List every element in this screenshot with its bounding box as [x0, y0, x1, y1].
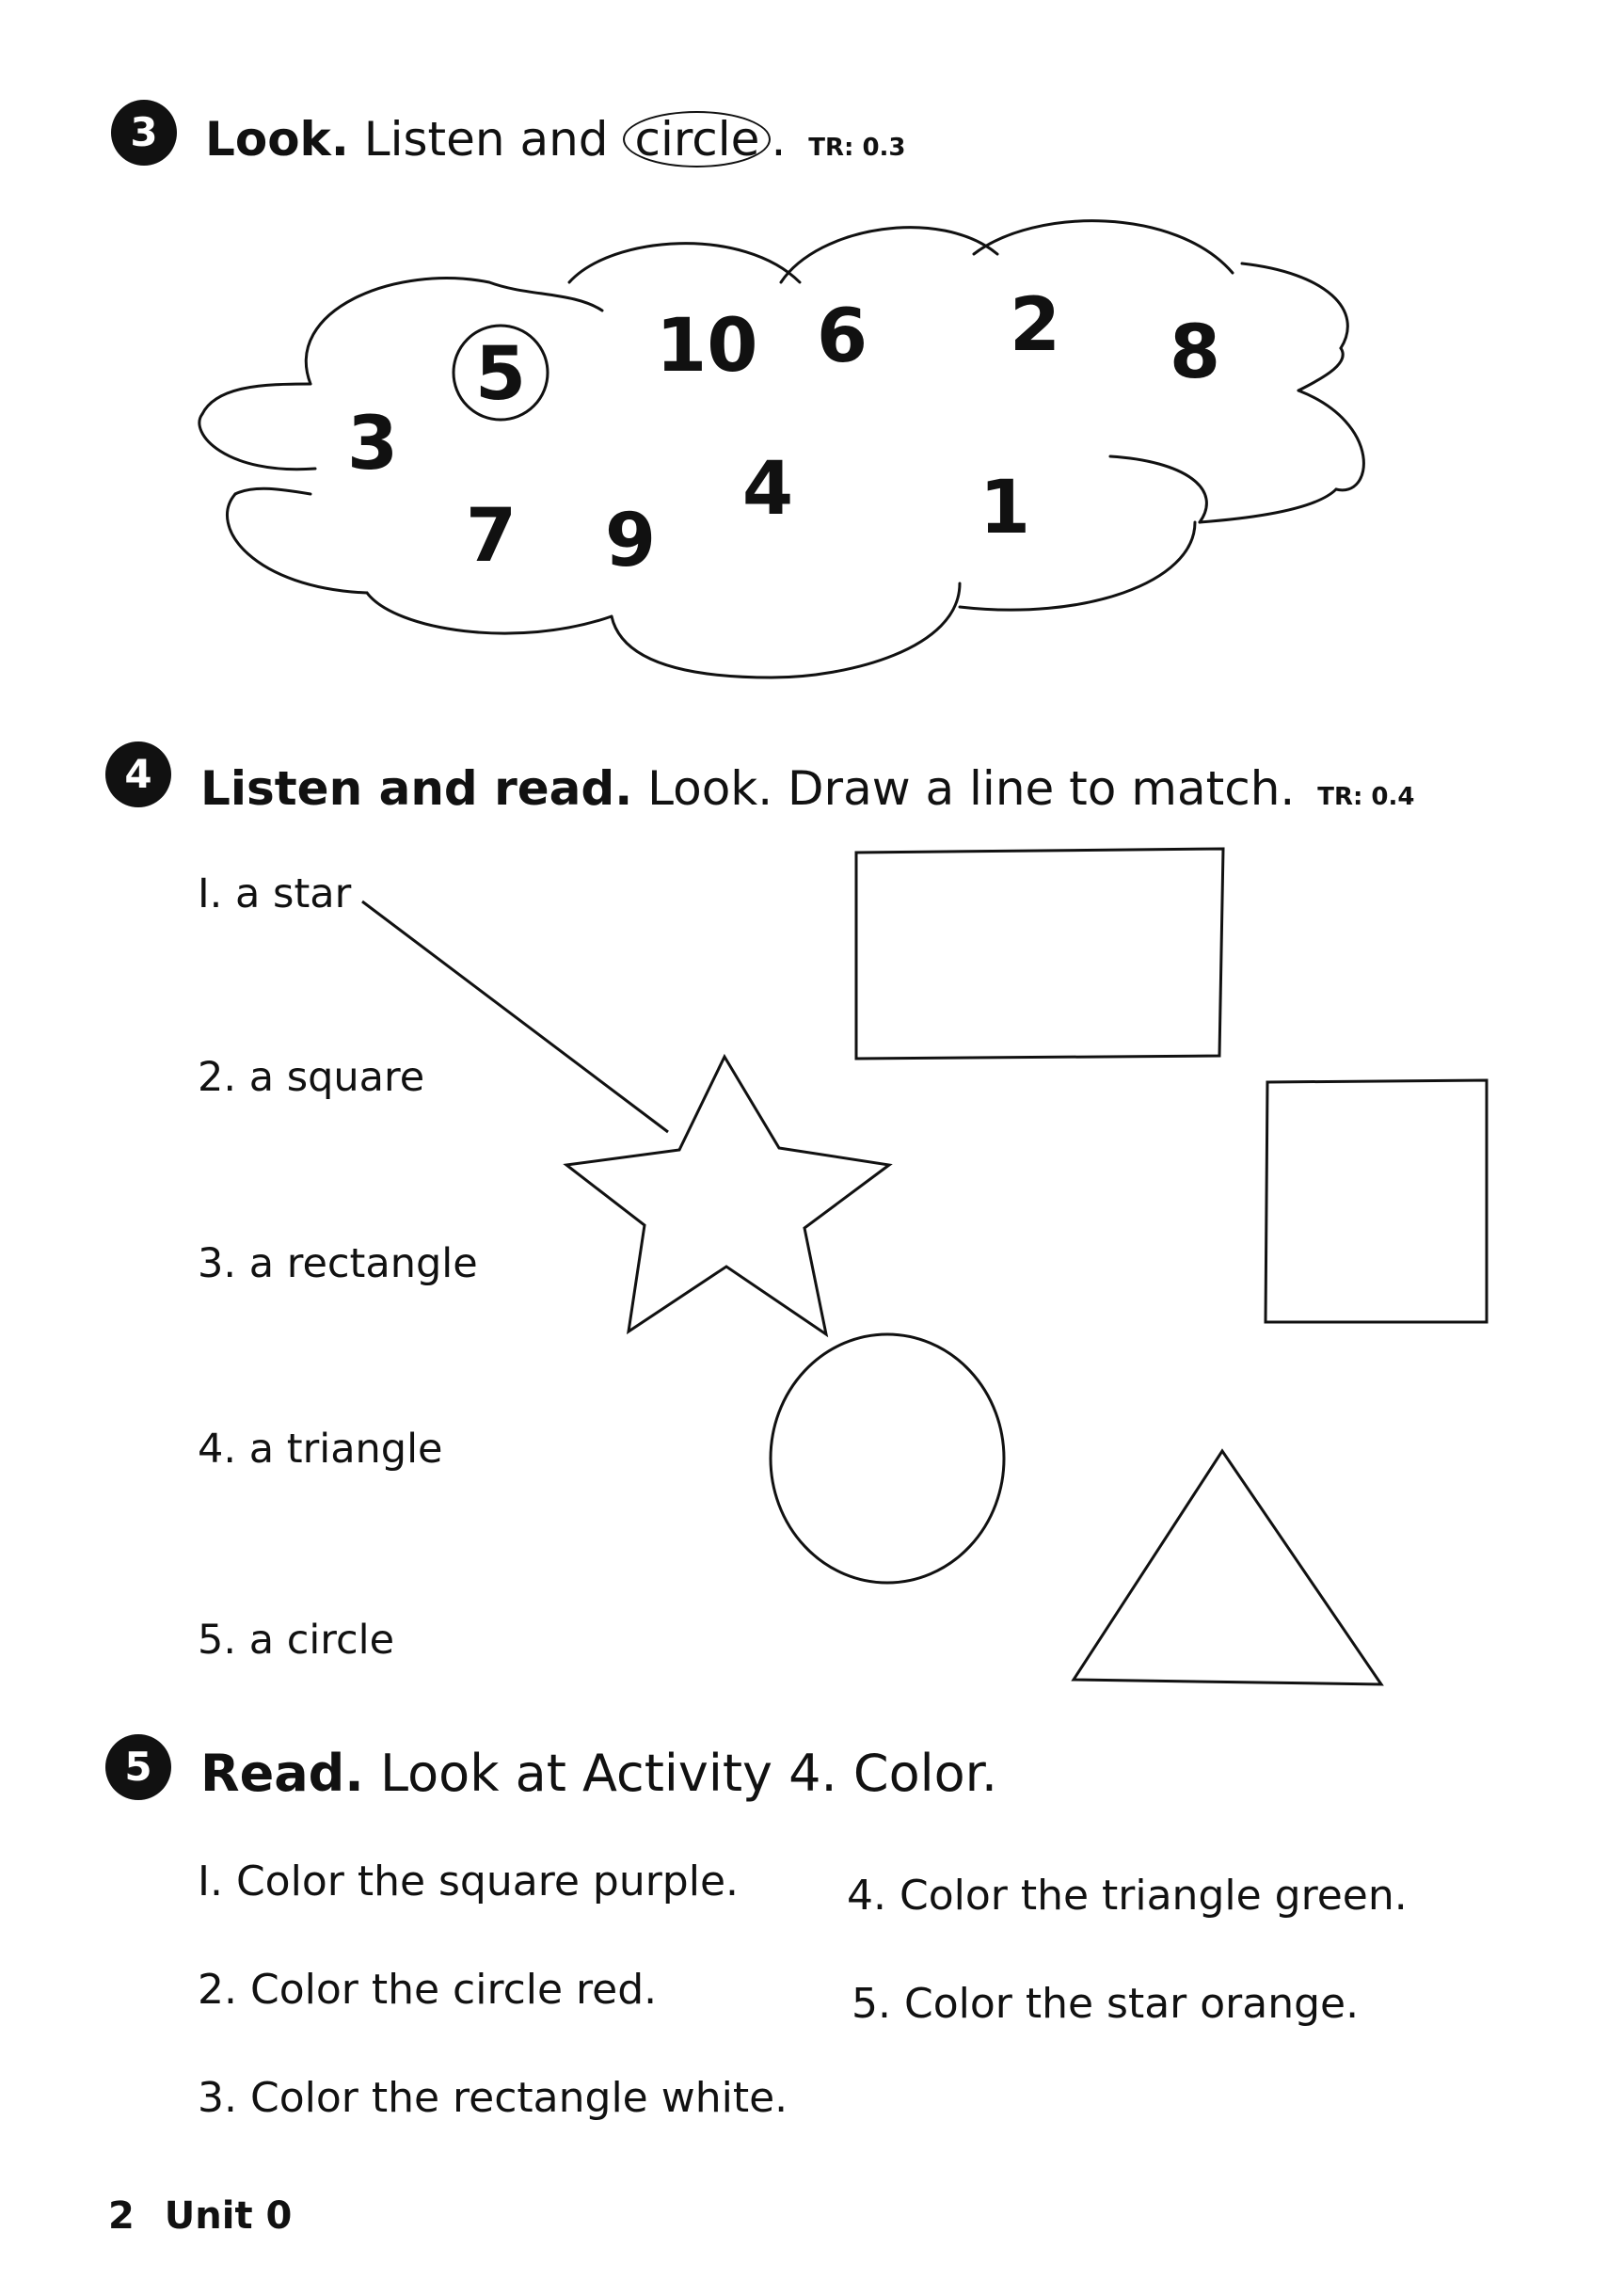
- match-item-rectangle[interactable]: 3. a rectangle: [198, 1240, 478, 1287]
- cloud-number[interactable]: 2: [1009, 283, 1061, 368]
- match-item-square[interactable]: 2. a square: [198, 1054, 425, 1101]
- page-footer: [108, 2194, 292, 2238]
- activity-4-heading-text: Look. Draw a line to match.: [647, 761, 1296, 816]
- triangle-shape: [1074, 1451, 1381, 1684]
- activity-4-track: TR: 0.4: [1317, 783, 1415, 811]
- activity-4-heading-bold: Listen and read.: [200, 761, 633, 816]
- color-instruction: 5. Color the star orange.: [852, 1980, 1360, 2028]
- activity-3-heading-end: .: [771, 112, 787, 167]
- match-item-circle[interactable]: 5. a circle: [198, 1617, 395, 1664]
- rectangle-shape: [856, 849, 1223, 1059]
- circle-shape: [771, 1334, 1004, 1583]
- activity-3-heading-bold: Look.: [205, 112, 349, 167]
- activity-5-heading-text: Look at Activity 4. Color.: [379, 1744, 998, 1803]
- activity-5-heading-bold: Read.: [200, 1744, 364, 1803]
- activity-3-heading-text: Listen and: [363, 112, 609, 167]
- square-shape: [1266, 1080, 1487, 1322]
- cloud-number[interactable]: 9: [604, 499, 657, 583]
- color-instruction: 2. Color the circle red.: [198, 1966, 658, 2014]
- activity-4-badge: 4: [105, 741, 171, 807]
- match-item-triangle[interactable]: 4. a triangle: [198, 1426, 443, 1473]
- color-instruction: 4. Color the triangle green.: [847, 1872, 1408, 1920]
- cloud-number[interactable]: 1: [979, 466, 1031, 550]
- activity-5-heading: [200, 1746, 997, 1802]
- cloud-number[interactable]: 7: [465, 494, 517, 579]
- cloud-number[interactable]: 3: [346, 402, 399, 486]
- activity-3-badge: 3: [111, 100, 177, 166]
- star-shape: [566, 1057, 889, 1334]
- activity-4-heading: [200, 760, 1414, 825]
- cloud-number[interactable]: 6: [816, 295, 868, 379]
- cloud-number[interactable]: 5: [474, 332, 527, 417]
- unit-label: Unit 0: [164, 2194, 293, 2238]
- activity-3-track: TR: 0.3: [808, 134, 906, 162]
- page-number: 2: [108, 2194, 135, 2238]
- circled-word: circle: [623, 111, 771, 167]
- cloud-number[interactable]: 8: [1169, 311, 1221, 395]
- color-instruction: I. Color the square purple.: [198, 1858, 740, 1905]
- color-instruction: 3. Color the rectangle white.: [198, 2074, 788, 2122]
- cloud-number[interactable]: 10: [656, 304, 758, 389]
- cloud-number[interactable]: 4: [741, 447, 794, 532]
- activity-5-badge: 5: [105, 1734, 171, 1800]
- match-item-star[interactable]: I. a star: [198, 870, 352, 917]
